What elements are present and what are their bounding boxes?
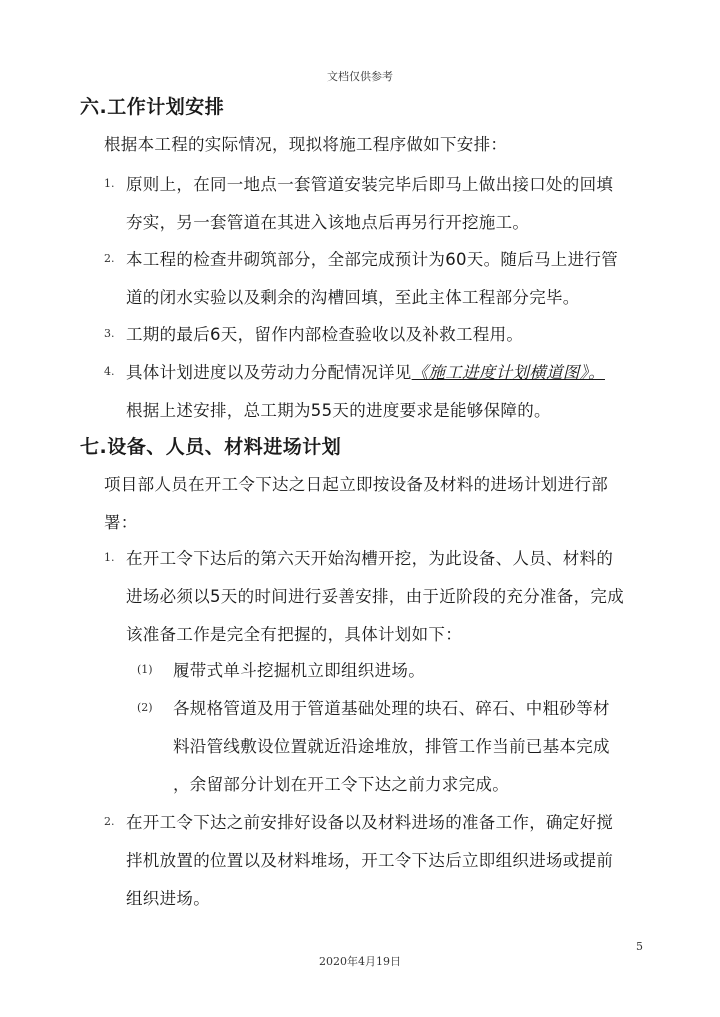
gantt-chart-reference-link[interactable]: 《施工进度计划横道图》。: [411, 363, 605, 382]
section-7-intro-line: 项目部人员在开工令下达之日起立即按设备及材料的进场计划进行部: [104, 475, 608, 494]
section-7-intro-line: 署：: [104, 513, 138, 532]
section-7-title: 七.设备、人员、材料进场计划: [80, 436, 342, 458]
section-6-title: 六.工作计划安排: [80, 96, 225, 118]
list-item-line: 本工程的检查井砌筑部分，全部完成预计为60天。随后马上进行管: [126, 250, 618, 269]
list-item-line: [126, 359, 605, 383]
sub-item-line: 履带式单斗挖掘机立即组织进场。: [173, 661, 425, 680]
sub-item-number: (2): [137, 701, 153, 714]
list-item-line: 组织进场。: [126, 889, 210, 908]
sub-item-number: (1): [137, 663, 153, 676]
list-item-number: 3.: [104, 327, 115, 340]
list-item-line: 夯实，另一套管道在其进入该地点后再另行开挖施工。: [126, 213, 530, 232]
list-item-line: 工期的最后6天，留作内部检查验收以及补救工程用。: [126, 325, 524, 344]
sub-item-line: 各规格管道及用于管道基础处理的块石、碎石、中粗砂等材: [173, 699, 610, 718]
list-item-number: 2.: [104, 815, 115, 828]
sub-item-line: ，余留部分计划在开工令下达之前力求完成。: [173, 775, 509, 794]
list-item-line: 根据上述安排，总工期为55天的进度要求是能够保障的。: [126, 401, 551, 420]
list-item-line: 进场必须以5天的时间进行妥善安排，由于近阶段的充分准备，完成: [126, 587, 624, 606]
list-item-line: 该准备工作是完全有把握的，具体计划如下：: [126, 625, 462, 644]
section-6-intro: 根据本工程的实际情况，现拟将施工程序做如下安排：: [104, 135, 508, 154]
list-item-line: 在开工令下达后的第六天开始沟槽开挖，为此设备、人员、材料的: [126, 549, 614, 568]
list-item-number: 2.: [104, 252, 115, 265]
list-item-line: 道的闭水实验以及剩余的沟槽回填，至此主体工程部分完毕。: [126, 288, 580, 307]
list-item-text: 具体计划进度以及劳动力分配情况详见: [126, 363, 412, 382]
footer-date: 2020年4月19日: [319, 955, 401, 968]
list-item-number: 1.: [104, 177, 115, 190]
page-number: 5: [636, 940, 643, 953]
header-note: 文档仅供参考: [327, 70, 393, 83]
list-item-line: 原则上，在同一地点一套管道安装完毕后即马上做出接口处的回填: [126, 175, 614, 194]
list-item-line: 在开工令下达之前安排好设备以及材料进场的准备工作，确定好搅: [126, 813, 614, 832]
sub-item-line: 料沿管线敷设位置就近沿途堆放，排管工作当前已基本完成: [173, 737, 610, 756]
list-item-number: 4.: [104, 365, 115, 378]
list-item-line: 拌机放置的位置以及材料堆场，开工令下达后立即组织进场或提前: [126, 851, 614, 870]
list-item-number: 1.: [104, 551, 115, 564]
